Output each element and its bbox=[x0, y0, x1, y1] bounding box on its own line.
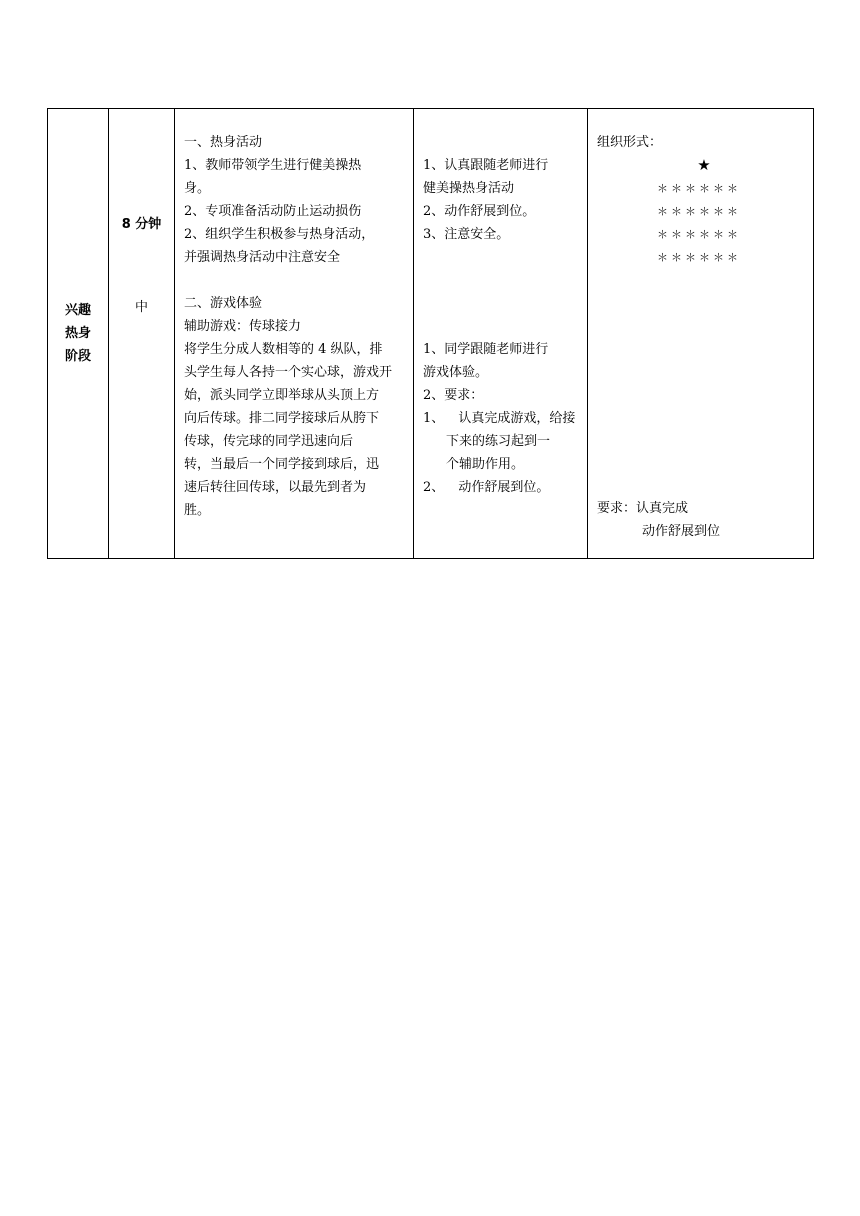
student-row: ＊＊＊＊＊＊ bbox=[657, 251, 741, 264]
intensity-text: 中 bbox=[134, 300, 148, 315]
table-row bbox=[48, 109, 814, 559]
spacer bbox=[184, 269, 405, 292]
student-line: 2、要求： bbox=[423, 388, 484, 403]
teacher-line: 始，派头同学立即举球从头顶上方 bbox=[184, 388, 380, 403]
requirement-item bbox=[423, 476, 579, 499]
teacher-line: 并强调热身活动中注意安全 bbox=[184, 250, 341, 265]
requirement-text: 认真完成游戏，给接 bbox=[458, 411, 576, 426]
teacher-star-icon: ★ bbox=[697, 156, 711, 174]
organization-requirement bbox=[597, 497, 720, 543]
requirement-line: 要求：认真完成 bbox=[597, 501, 689, 516]
teacher-line: 2、组织学生积极参与热身活动， bbox=[184, 227, 375, 242]
requirement-text: 动作舒展到位。 bbox=[458, 480, 550, 495]
student-row: ＊＊＊＊＊＊ bbox=[657, 182, 741, 195]
spacer bbox=[423, 131, 579, 154]
teacher-line: 将学生分成人数相等的 4 纵队，排 bbox=[184, 342, 383, 357]
stage-line: 阶段 bbox=[64, 349, 91, 364]
student-activities-cell bbox=[414, 109, 588, 559]
lesson-plan-table bbox=[47, 108, 814, 559]
teacher-line: 胜。 bbox=[184, 503, 211, 518]
requirement-marker: 2、 bbox=[423, 480, 445, 495]
teacher-line: 向后传球。排二同学接球后从胯下 bbox=[184, 411, 380, 426]
teacher-line: 头学生每人各持一个实心球，游戏开 bbox=[184, 365, 393, 380]
requirement-item bbox=[423, 407, 579, 430]
teacher-activities-cell bbox=[175, 109, 414, 559]
teacher-line: 速后转往回传球，以最先到者为 bbox=[184, 480, 367, 495]
student-line: 游戏体验。 bbox=[423, 365, 489, 380]
requirement-text: 下来的练习起到一 bbox=[446, 434, 551, 449]
student-row: ＊＊＊＊＊＊ bbox=[657, 228, 741, 241]
organization-label: 组织形式： bbox=[597, 135, 663, 150]
student-line: 健美操热身活动 bbox=[423, 181, 515, 196]
student-line: 1、同学跟随老师进行 bbox=[423, 342, 549, 357]
student-line: 3、注意安全。 bbox=[423, 227, 510, 242]
student-row: ＊＊＊＊＊＊ bbox=[657, 205, 741, 218]
teacher-line: 一、热身活动 bbox=[184, 135, 263, 150]
stage-line: 热身 bbox=[64, 326, 91, 341]
requirement-line: 动作舒展到位 bbox=[642, 524, 721, 539]
teacher-line: 1、教师带领学生进行健美操热 bbox=[184, 158, 362, 173]
teacher-line: 辅助游戏：传球接力 bbox=[184, 319, 302, 334]
teacher-line: 身。 bbox=[184, 181, 211, 196]
teacher-line: 二、游戏体验 bbox=[184, 296, 263, 311]
time-cell bbox=[109, 109, 175, 559]
duration-text: 8 分钟 bbox=[121, 217, 162, 232]
teacher-line: 传球，传完球的同学迅速向后 bbox=[184, 434, 354, 449]
stage-line: 兴趣 bbox=[64, 303, 91, 318]
requirement-marker: 1、 bbox=[423, 411, 445, 426]
student-line: 1、认真跟随老师进行 bbox=[423, 158, 549, 173]
teacher-line: 2、专项准备活动防止运动损伤 bbox=[184, 204, 362, 219]
organization-cell bbox=[588, 109, 814, 559]
stage-cell bbox=[48, 109, 109, 559]
teacher-line: 转，当最后一个同学接到球后，迅 bbox=[184, 457, 380, 472]
requirement-text: 个辅助作用。 bbox=[446, 457, 525, 472]
student-line: 2、动作舒展到位。 bbox=[423, 204, 536, 219]
spacer bbox=[423, 246, 579, 338]
